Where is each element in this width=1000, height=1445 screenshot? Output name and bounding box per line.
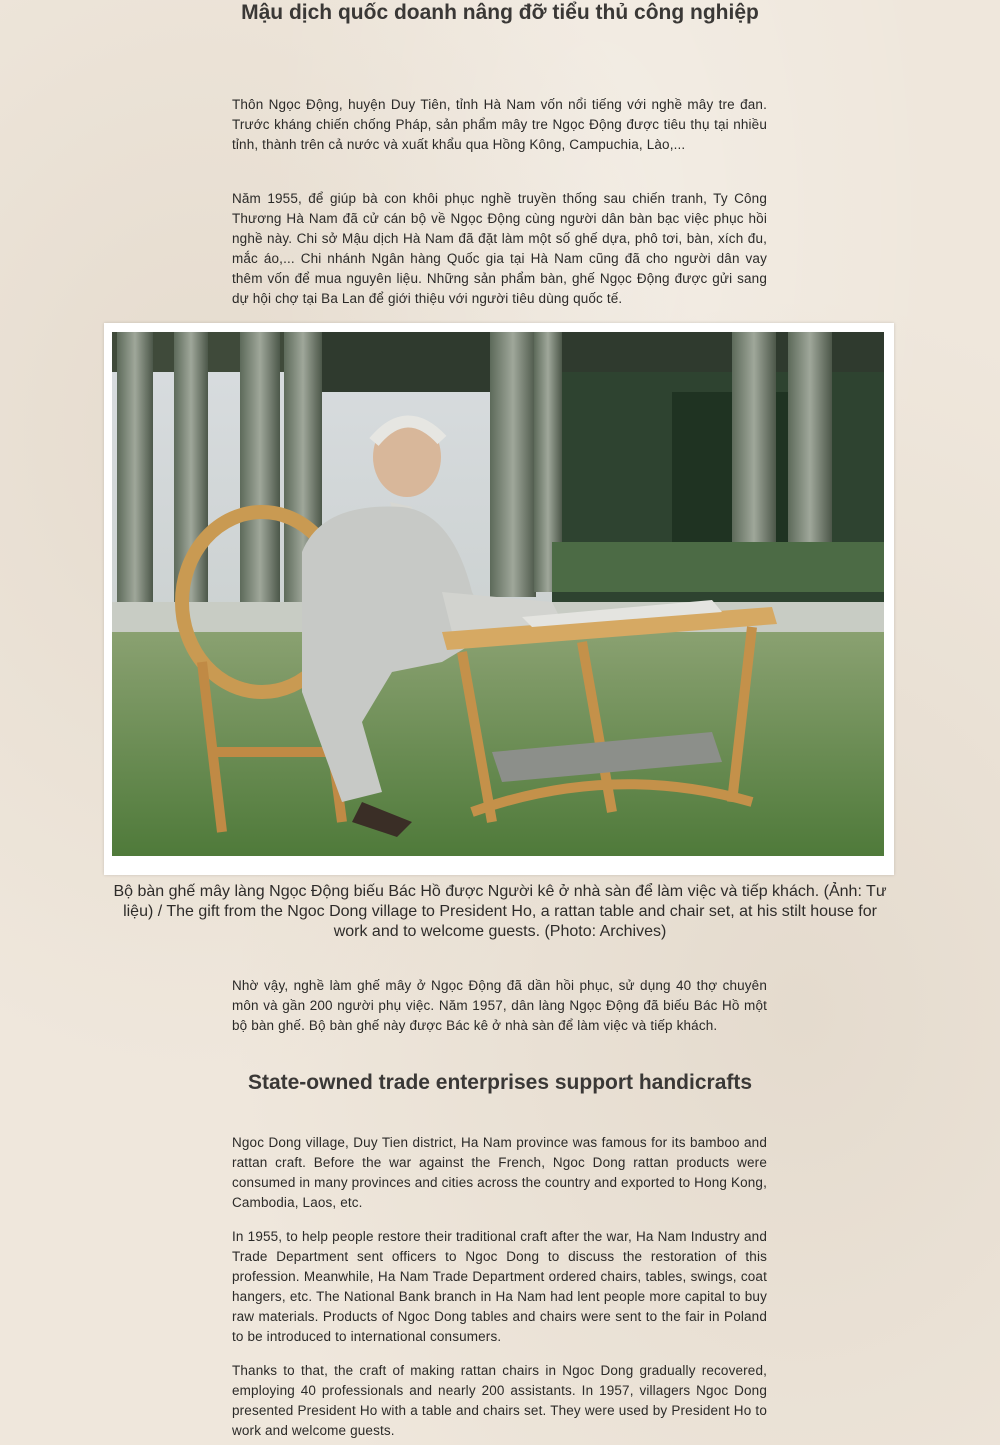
article-title-english: State-owned trade enterprises support handicrafts (247, 1071, 753, 1094)
article-title-vietnamese: Mậu dịch quốc doanh nâng đỡ tiểu thủ công nghiệp (241, 1, 759, 24)
paragraph-en-2: In 1955, to help people restore their traditional craft after the war, Ha Nam Industry and Trade Department sent officers to Ngoc Dong to discuss the restoration of this profession. Meanwhile, Ha Nam Trade Department ordered chairs, tables, swings, coat hangers, etc. The National Bank branch in Ha Nam had lent people more capital to buy raw materials. Products of Ngoc Dong tables and chairs were sent to the fair in Poland to be introduced to international consumers. (232, 1229, 767, 1344)
paragraph-vi-3: Nhờ vậy, nghề làm ghế mây ở Ngọc Động đã dần hồi phục, sử dụng 40 thợ chuyên môn và gần 200 người phụ việc. Năm 1957, dân làng Ngọc Động đã biếu Bác Hồ một bộ bàn ghế. Bộ bàn ghế này được Bác kê ở nhà sàn để làm việc và tiếp khách. (232, 978, 767, 1033)
paragraph-en-3: Thanks to that, the craft of making rattan chairs in Ngoc Dong gradually recovered, employing 40 professionals and nearly 200 assistants. In 1957, villagers Ngoc Dong presented President Ho with a table and chairs set. They were used by President Ho to work and welcome guests. (232, 1363, 767, 1438)
paragraph-vi-2: Năm 1955, để giúp bà con khôi phục nghề truyền thống sau chiến tranh, Ty Công Thương Hà Nam đã cử cán bộ về Ngọc Động cùng người dân bàn bạc việc phục hồi nghề này. Chi sở Mậu dịch Hà Nam đã đặt làm một số ghế dựa, phô tơi, bàn, xích đu, mắc áo,... Chi nhánh Ngân hàng Quốc gia tại Hà Nam cũng đã cho người dân vay thêm vốn để mua nguyên liệu. Những sản phẩm bàn, ghế Ngọc Động được gửi sang dự hội chợ tại Ba Lan để giới thiệu với người tiêu dùng quốc tế. (232, 191, 767, 306)
historical-photo (104, 323, 894, 875)
paragraph-en-1: Ngoc Dong village, Duy Tien district, Ha Nam province was famous for its bamboo and rattan craft. Before the war against the French, Ngoc Dong rattan products were consumed in many provinces and cities across the country and exported to Hong Kong, Cambodia, Laos, etc. (232, 1135, 767, 1210)
photo-icon (112, 332, 884, 856)
photo-caption: Bộ bàn ghế mây làng Ngọc Động biếu Bác Hồ được Người kê ở nhà sàn để làm việc và tiếp khách. (Ảnh: Tư liệu) / The gift from the Ngoc Dong village to President Ho, a rattan table and chair set, at his stilt house for work and to welcome guests. (Photo: Archives) (113, 883, 887, 940)
paragraph-vi-1: Thôn Ngọc Động, huyện Duy Tiên, tỉnh Hà Nam vốn nổi tiếng với nghề mây tre đan. Trước kháng chiến chống Pháp, sản phẩm mây tre Ngọc Động được tiêu thụ tại nhiều tỉnh, thành trên cả nước và xuất khẩu qua Hồng Kông, Campuchia, Lào,... (232, 97, 767, 152)
